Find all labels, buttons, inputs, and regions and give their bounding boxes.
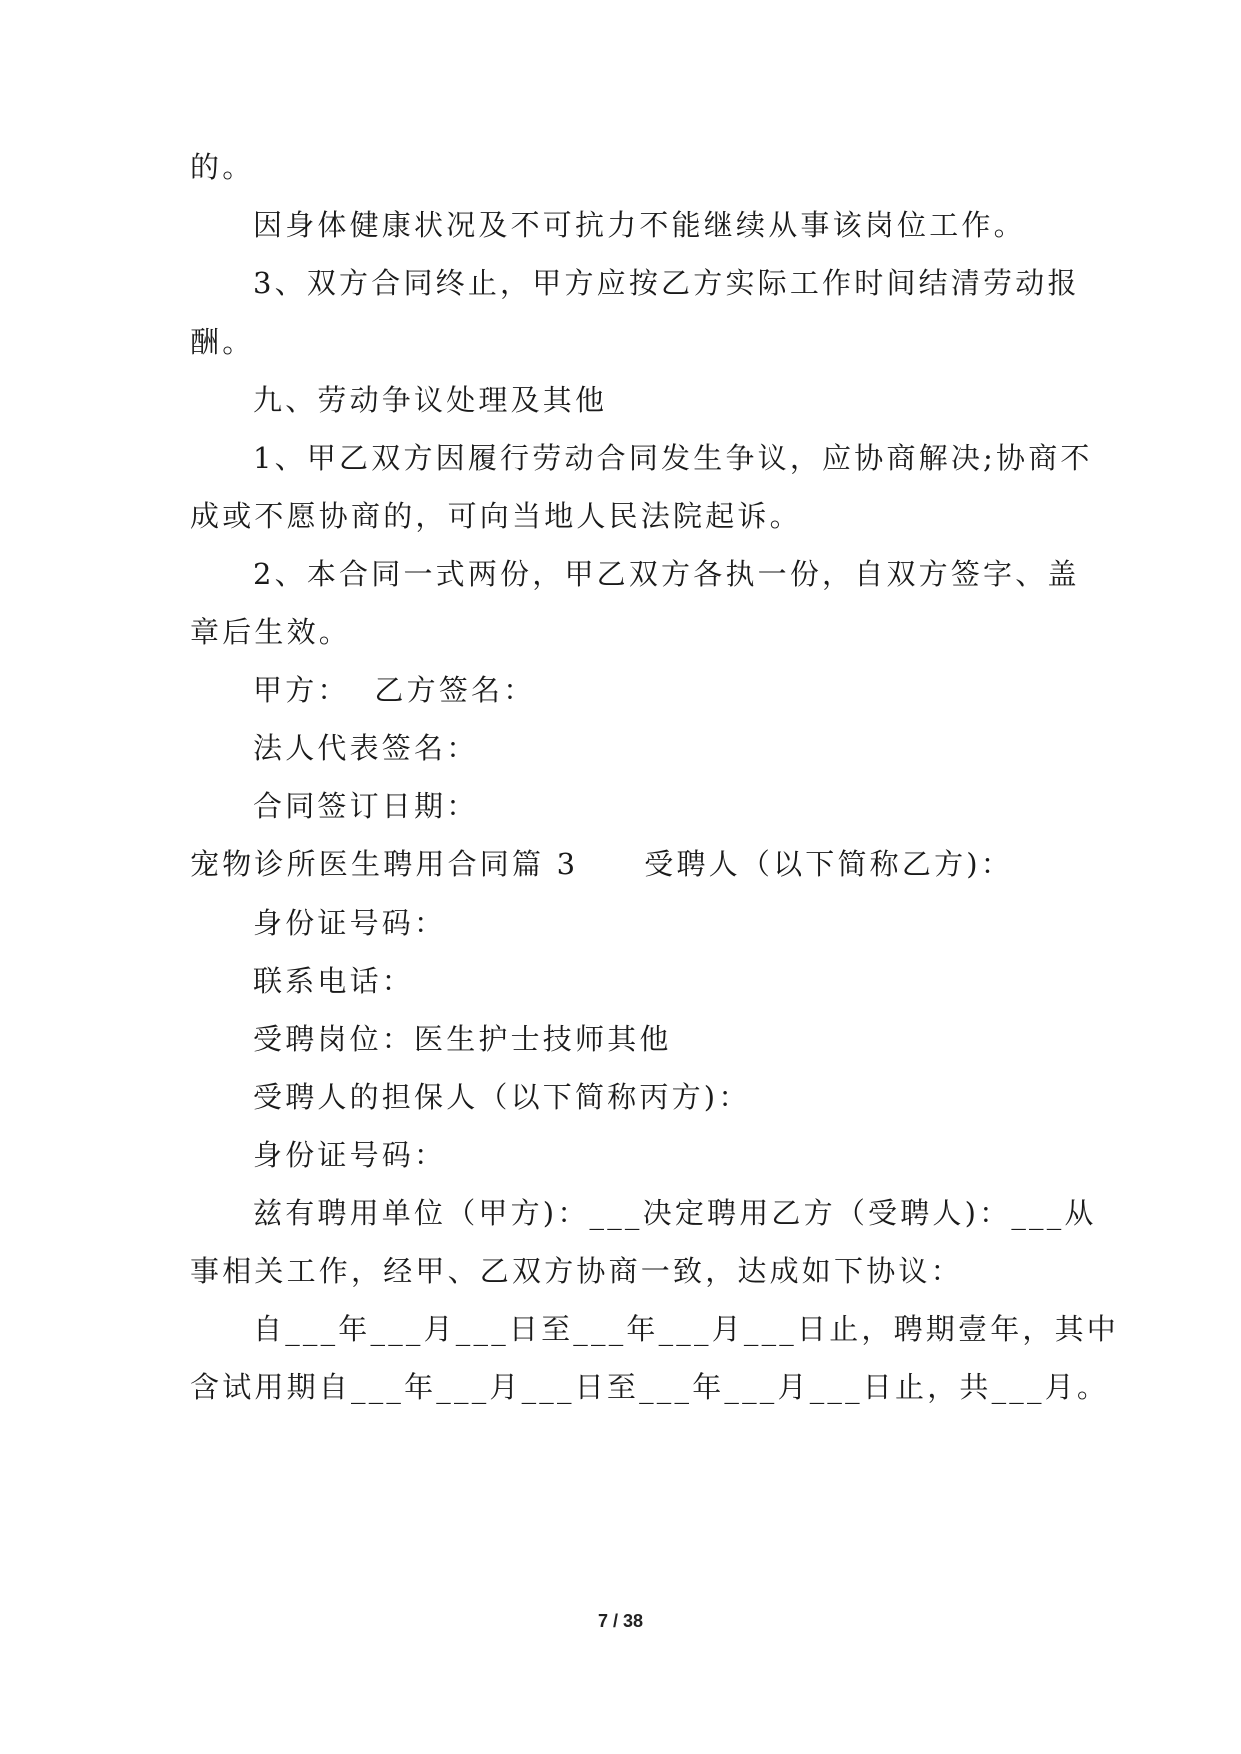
- paragraph-line: 成或不愿协商的，可向当地人民法院起诉。: [190, 499, 802, 533]
- field-line: 身份证号码：: [253, 906, 447, 940]
- paragraph-line: 含试用期自___年___月___日至___年___月___日止，共___月。: [190, 1370, 1110, 1404]
- paragraph-line: 酬。: [190, 325, 255, 359]
- date-line: 合同签订日期：: [253, 789, 479, 823]
- field-line: 受聘人的担保人（以下简称丙方)：: [253, 1080, 751, 1114]
- field-line: 身份证号码：: [253, 1138, 447, 1172]
- field-line: 联系电话：: [253, 964, 415, 998]
- paragraph-line: 1、甲乙双方因履行劳动合同发生争议，应协商解决;协商不: [253, 441, 1093, 475]
- party-label: 受聘人（以下简称乙方)：: [644, 847, 1013, 881]
- signature-line: 甲方： 乙方签名：: [253, 673, 536, 707]
- paragraph-line: 2、本合同一式两份，甲乙双方各执一份，自双方签字、盖: [253, 557, 1080, 591]
- paragraph-line: 的。: [190, 150, 255, 184]
- paragraph-line: 事相关工作，经甲、乙双方协商一致，达成如下协议：: [190, 1254, 963, 1288]
- paragraph-line: 3、双方合同终止，甲方应按乙方实际工作时间结清劳动报: [253, 266, 1080, 300]
- contract-title: 宠物诊所医生聘用合同篇 3: [190, 847, 579, 881]
- field-line: 受聘岗位：医生护士技师其他: [253, 1022, 672, 1056]
- section-heading: 九、劳动争议处理及其他: [253, 383, 608, 417]
- signature-line: 法人代表签名：: [253, 731, 479, 765]
- paragraph-line: 因身体健康状况及不可抗力不能继续从事该岗位工作。: [253, 208, 1026, 242]
- page-number: 7 / 38: [597, 1611, 644, 1631]
- paragraph-line: 兹有聘用单位（甲方)：___决定聘用乙方（受聘人)：___从: [253, 1196, 1097, 1230]
- contract-title-line: [0, 844, 1241, 884]
- paragraph-line: 章后生效。: [190, 615, 352, 649]
- paragraph-line: 自___年___月___日至___年___月___日止，聘期壹年，其中: [253, 1312, 1120, 1346]
